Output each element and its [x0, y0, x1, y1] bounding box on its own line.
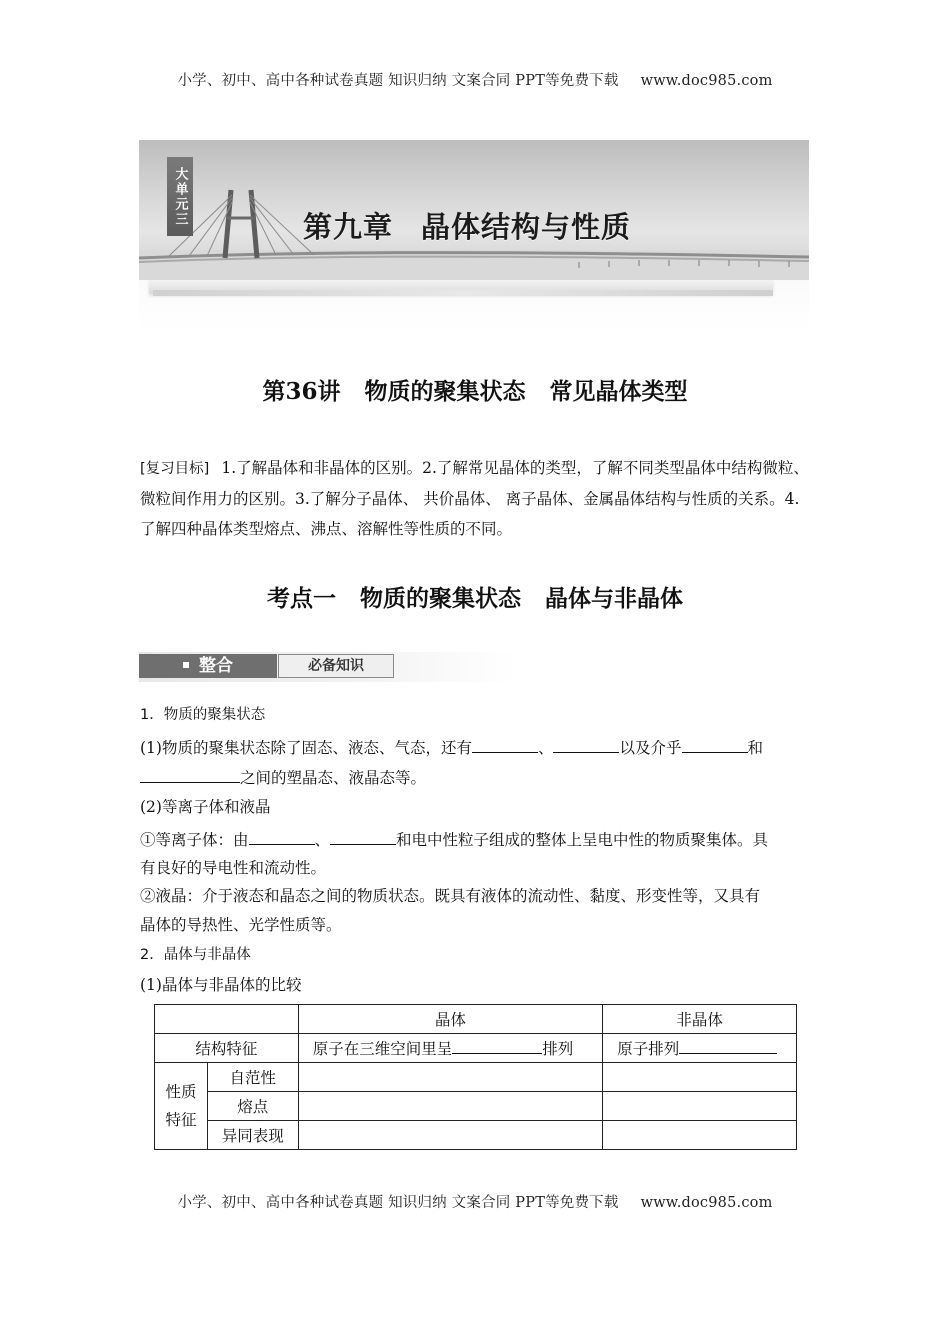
- fill-blank[interactable]: [679, 1038, 777, 1054]
- page-footer: [0, 1191, 950, 1212]
- fill-blank[interactable]: [249, 829, 315, 845]
- paragraph-1-line-2: [140, 767, 810, 788]
- section-label: 考点一: [267, 585, 336, 612]
- p1-sep: 、: [537, 739, 554, 757]
- heading-2: 2．晶体与非晶体: [140, 947, 251, 963]
- knowledge-bar-dark-label: 整合: [199, 656, 233, 676]
- fill-blank[interactable]: [553, 737, 619, 753]
- lecture-topic-b: 常见晶体类型: [549, 378, 688, 405]
- group-label-line-1: 性质: [165, 1083, 197, 1101]
- header-text: 小学、初中、高中各种试卷真题 知识归纳 文案合同 PPT等免费下载: [177, 73, 619, 89]
- cell-difference-amorphous[interactable]: [603, 1121, 797, 1150]
- chapter-name: 晶体结构与性质: [421, 210, 632, 244]
- cell-structure-crystal: [298, 1034, 602, 1063]
- square-icon: [183, 662, 189, 668]
- banner-strip: [153, 290, 773, 296]
- footer-url[interactable]: www.doc985.com: [640, 1195, 773, 1211]
- row-label-structure: 结构特征: [155, 1034, 299, 1063]
- table-row: [155, 1034, 797, 1063]
- row-label-difference: 异同表现: [207, 1121, 298, 1150]
- chapter-title: [303, 205, 631, 246]
- fill-blank[interactable]: [472, 737, 538, 753]
- paragraph-5: (1)晶体与非晶体的比较: [140, 976, 302, 994]
- p1-text-c: 和: [747, 739, 764, 757]
- fill-blank[interactable]: [330, 829, 396, 845]
- table-row: [155, 1063, 797, 1092]
- table-row: [155, 1092, 797, 1121]
- paragraph-2: (2)等离子体和液晶: [140, 798, 271, 816]
- paragraph-3-line-1: [140, 829, 810, 850]
- p3-text-a: ①等离子体：由: [140, 831, 249, 849]
- paragraph-1-line-1: [140, 737, 810, 758]
- p1-text-a: (1)物质的聚集状态除了固态、液态、气态，还有: [140, 739, 472, 757]
- fill-blank[interactable]: [452, 1038, 542, 1054]
- fill-blank[interactable]: [140, 767, 240, 783]
- section-topic-b: 晶体与非晶体: [545, 585, 683, 612]
- comparison-table: [154, 1004, 797, 1150]
- knowledge-bar-light: 必备知识: [278, 654, 394, 678]
- p3-sep: 、: [314, 831, 331, 849]
- row-label-melting: 熔点: [207, 1092, 298, 1121]
- cell-self-shape-amorphous[interactable]: [603, 1063, 797, 1092]
- header-amorphous: 非晶体: [603, 1005, 797, 1034]
- knowledge-bar-dark: [139, 654, 277, 678]
- table-corner-cell: [155, 1005, 299, 1034]
- row-label-self-shape: 自范性: [207, 1063, 298, 1092]
- table-row: [155, 1005, 797, 1034]
- lecture-topic-a: 物质的聚集状态: [364, 378, 526, 405]
- fill-blank[interactable]: [682, 737, 748, 753]
- section-topic-a: 物质的聚集状态: [360, 585, 521, 612]
- p1-text-b: 以及介乎: [619, 739, 682, 757]
- table-row: [155, 1121, 797, 1150]
- group-label-property: [155, 1063, 208, 1150]
- cell-self-shape-crystal[interactable]: [298, 1063, 602, 1092]
- lecture-title: [0, 373, 950, 406]
- review-goal-text: 1.了解晶体和非晶体的区别。2.了解常见晶体的类型，了解不同类型晶体中结构微粒、微粒间作用力的区别。3.了解分子晶体、 共价晶体、 离子晶体、金属晶体结构与性质的关系。4.了解四种晶体类型熔点、沸点、溶解性等性质的不同。: [140, 459, 809, 538]
- p1-text-d: 之间的塑晶态、液晶态等。: [240, 769, 427, 787]
- structure-crystal-text-b: 排列: [542, 1040, 574, 1058]
- p3-text-b: 和电中性粒子组成的整体上呈电中性的物质聚集体。具: [396, 831, 769, 849]
- unit-tag: 大单元三: [167, 157, 193, 236]
- heading-1: 1．物质的聚集状态: [140, 707, 266, 723]
- review-goal: [140, 453, 810, 544]
- paragraph-3-line-2: 有良好的导电性和流动性。: [140, 859, 327, 877]
- cell-structure-amorphous: [603, 1034, 797, 1063]
- lecture-number: 第36讲: [262, 378, 341, 405]
- cell-difference-crystal[interactable]: [298, 1121, 602, 1150]
- header-crystal: 晶体: [298, 1005, 602, 1034]
- page-header: [0, 69, 950, 90]
- cell-melting-amorphous[interactable]: [603, 1092, 797, 1121]
- paragraph-4-line-1: ②液晶：介于液态和晶态之间的物质状态。既具有液体的流动性、黏度、形变性等，又具有: [140, 887, 761, 905]
- structure-crystal-text-a: 原子在三维空间里呈: [312, 1040, 453, 1058]
- group-label-line-2: 特征: [165, 1111, 197, 1129]
- review-goal-tag: [复习目标]: [140, 461, 210, 477]
- paragraph-4-line-2: 晶体的导热性、光学性质等。: [140, 916, 342, 934]
- chapter-number: 第九章: [303, 210, 394, 244]
- footer-text: 小学、初中、高中各种试卷真题 知识归纳 文案合同 PPT等免费下载: [177, 1195, 619, 1211]
- section-title: [0, 580, 950, 613]
- header-url[interactable]: www.doc985.com: [640, 73, 773, 89]
- cell-melting-crystal[interactable]: [298, 1092, 602, 1121]
- structure-amorphous-text: 原子排列: [617, 1040, 680, 1058]
